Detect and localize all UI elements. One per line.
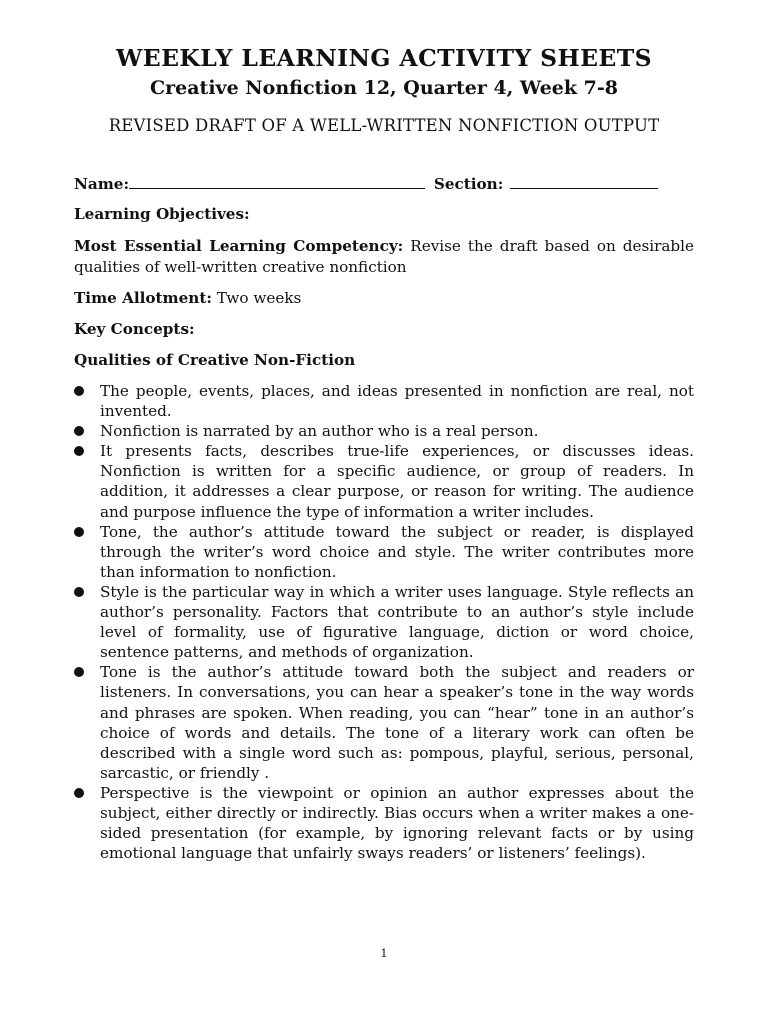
lesson-heading: REVISED DRAFT OF A WELL-WRITTEN NONFICTION OUTPUT: [108, 116, 660, 135]
qualities-heading: Qualities of Creative Non-Fiction: [74, 351, 356, 369]
key-concepts-label: Key Concepts:: [74, 320, 195, 338]
name-section-row: [74, 173, 694, 195]
bullet-icon: [74, 386, 84, 396]
learning-objectives-label: Learning Objectives:: [74, 205, 250, 223]
document-subtitle: Creative Nonfiction 12, Quarter 4, Week 7-8: [150, 77, 618, 99]
bullet-icon: [74, 667, 84, 677]
bullet-icon: [74, 587, 84, 597]
time-allotment-row: [74, 288, 694, 309]
list-item: Style is the particular way in which a writer uses language. Style reflects an author’s personality. Factors that contribute to an author’s style include level of formality, use of figurative language, diction or word choice, sentence patterns, and methods of organization.: [74, 582, 694, 662]
time-allotment-label: Time Allotment:: [74, 289, 212, 307]
document-title: WEEKLY LEARNING ACTIVITY SHEETS: [116, 44, 652, 72]
bullet-icon: [74, 446, 84, 456]
list-item: Perspective is the viewpoint or opinion an author expresses about the subject, either directly or indirectly. Bias occurs when a writer makes a one-sided presentation (for example, by ignoring relevant facts or by using emotional language that unfairly sways readers’ or listeners’ feelings).: [74, 783, 694, 863]
list-item: Nonfiction is narrated by an author who is a real person.: [74, 421, 694, 441]
page-number: 1: [380, 947, 388, 960]
bullet-icon: [74, 527, 84, 537]
melc-paragraph: [74, 236, 694, 277]
qualities-list: [74, 381, 694, 863]
section-blank-line[interactable]: [510, 173, 658, 189]
time-allotment-value: Two weeks: [211, 289, 302, 307]
bullet-icon: [74, 788, 84, 798]
melc-label: Most Essential Learning Competency:: [74, 237, 404, 255]
name-blank-line[interactable]: [129, 173, 425, 189]
list-item: The people, events, places, and ideas presented in nonfiction are real, not invented.: [74, 381, 694, 421]
list-item: Tone, the author’s attitude toward the subject or reader, is displayed through the writer’s word choice and style. The writer contributes more than information to nonfiction.: [74, 522, 694, 582]
name-label: Name:: [74, 175, 130, 193]
section-label: Section:: [433, 175, 504, 193]
list-item: It presents facts, describes true-life experiences, or discusses ideas. Nonfiction is written for a specific audience, or group of readers. In addition, it addresses a clear purpose, or reason for writing. The audience and purpose influence the type of information a writer includes.: [74, 441, 694, 521]
bullet-icon: [74, 426, 84, 436]
list-item: Tone is the author’s attitude toward both the subject and readers or listeners. In conversations, you can hear a speaker’s tone in the way words and phrases are spoken. When reading, you can “hear” tone in an author’s choice of words and details. The tone of a literary work can often be described with a single word such as: pompous, playful, serious, personal, sarcastic, or friendly .: [74, 662, 694, 783]
melc-text: Revise the draft based on desirable qualities of well-written creative nonfiction: [74, 237, 694, 276]
